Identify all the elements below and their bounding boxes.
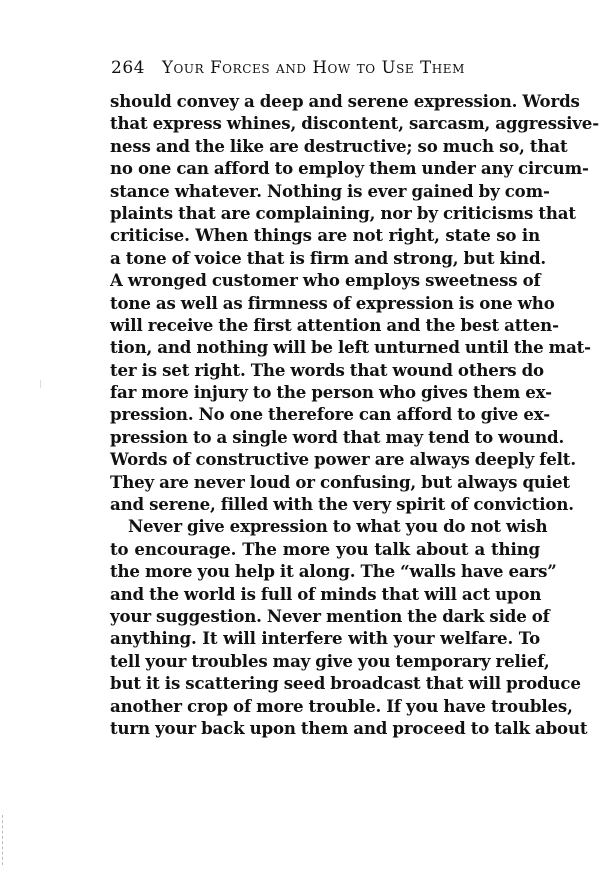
text-line: They are never loud or confusing, but always quiet <box>110 471 570 492</box>
text-line: turn your back upon them and proceed to talk about <box>110 717 588 738</box>
text-line: pression to a single word that may tend to wound. <box>110 426 565 447</box>
text-line: but it is scattering seed broadcast that will produce <box>110 673 581 694</box>
paragraph-start-line: Never give expression to what you do not wish <box>128 516 548 537</box>
text-line: another crop of more trouble. If you have troubles, <box>110 695 573 716</box>
running-title: Your Forces and How to Use Them <box>162 58 466 77</box>
text-line: Words of constructive power are always deeply felt. <box>110 449 576 470</box>
text-line: tell your troubles may give you temporary relief, <box>110 650 550 671</box>
body-text <box>110 90 599 739</box>
scan-artifact <box>40 380 41 388</box>
text-line: the more you help it along. The “walls have ears” <box>110 561 557 582</box>
text-line: plaints that are complaining, nor by criticisms that <box>110 202 576 223</box>
text-line: and the world is full of minds that will act upon <box>110 583 542 604</box>
text-line: ter is set right. The words that wound others do <box>110 359 544 380</box>
text-line: will receive the first attention and the best atten- <box>110 314 559 335</box>
text-line: tone as well as firmness of expression is one who <box>110 292 555 313</box>
text-line: that express whines, discontent, sarcasm, aggressive- <box>110 113 599 134</box>
text-line: A wronged customer who employs sweetness of <box>110 270 541 291</box>
text-line: and serene, filled with the very spirit of conviction. <box>110 494 574 515</box>
scan-margin-marks <box>2 815 5 865</box>
text-line: should convey a deep and serene expression. Words <box>110 91 580 111</box>
text-line: far more injury to the person who gives them ex- <box>110 382 552 403</box>
text-line: your suggestion. Never mention the dark side of <box>110 605 550 626</box>
text-line: anything. It will interfere with your welfare. To <box>110 628 540 649</box>
text-line: criticise. When things are not right, state so in <box>110 225 540 246</box>
text-line: tion, and nothing will be left unturned until the mat- <box>110 337 591 358</box>
text-line: pression. No one therefore can afford to give ex- <box>110 404 550 425</box>
page-number: 264 <box>111 58 145 78</box>
text-line: to encourage. The more you talk about a thing <box>110 538 540 559</box>
running-head <box>111 57 541 79</box>
text-line: a tone of voice that is firm and strong, but kind. <box>110 247 547 268</box>
text-line: no one can afford to employ them under any circum- <box>110 158 589 179</box>
text-line: ness and the like are destructive; so much so, that <box>110 135 568 156</box>
text-line: stance whatever. Nothing is ever gained by com- <box>110 180 550 201</box>
